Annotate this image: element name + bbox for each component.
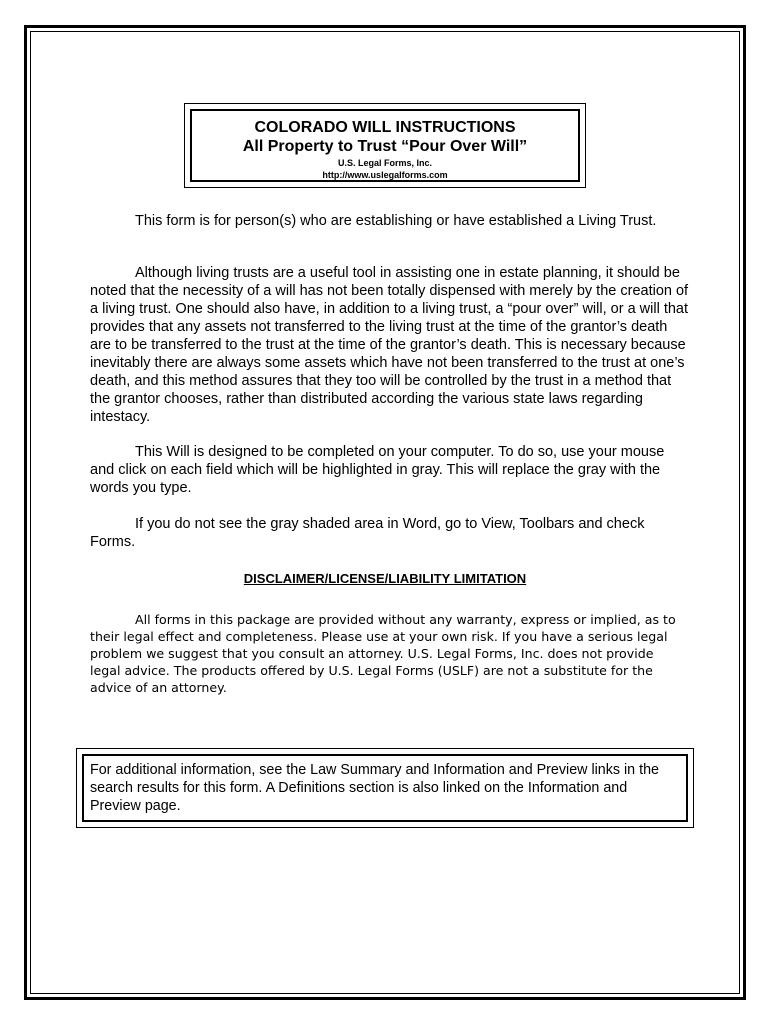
word-toolbar-paragraph	[90, 515, 690, 551]
paragraph-text: This Will is designed to be completed on your computer. To do so, use your mouse and click on each field which will be highlighted in gray. This will replace the gray with the words you type.	[90, 444, 665, 496]
paragraph-text: If you do not see the gray shaded area in Word, go to View, Toolbars and check Forms.	[90, 516, 645, 550]
paragraph-text: Although living trusts are a useful tool in assisting one in estate planning, it should be noted that the necessity of a will has not been totally dispensed with merely by the creation of a living trust. One should also have, in addition to a living trust, a “pour over” will, or a will that provides that any assets not transferred to the living trust at the time of the grantor’s death are to be transferred to the trust at the time of the grantor’s death. This is necessary because inevitably there are always some assets which have not been transferred to the trust at one’s death, and this method assures that they too will be controlled by the trust in a method that the grantor chooses, rather than distributed according the various state laws regarding intestacy.	[90, 265, 689, 425]
document-subtitle: All Property to Trust “Pour Over Will”	[242, 138, 528, 155]
title-box-inner	[190, 109, 580, 182]
disclaimer-paragraph	[90, 611, 680, 696]
title-box	[184, 103, 586, 188]
info-box-text: For additional information, see the Law Summary and Information and Preview links in the search results for this form. A Definitions section is also linked on the Information and Preview page.	[82, 754, 688, 822]
company-url: http://www.uslegalforms.com	[322, 170, 448, 180]
disclaimer-text: All forms in this package are provided without any warranty, express or implied, as to their legal effect and completeness. Please use at your own risk. If you have a serious legal problem we suggest that you consult an attorney. U.S. Legal Forms, Inc. does not provide legal advice. The products offered by U.S. Legal Forms (USLF) are not a substitute for the advice of an attorney.	[90, 612, 676, 695]
info-box	[76, 748, 694, 828]
intro-paragraph	[90, 212, 690, 230]
disclaimer-heading: DISCLAIMER/LICENSE/LIABILITY LIMITATION	[243, 571, 527, 586]
document-title: COLORADO WILL INSTRUCTIONS	[254, 119, 516, 136]
computer-completion-paragraph	[90, 443, 690, 497]
company-name: U.S. Legal Forms, Inc.	[337, 158, 433, 168]
paragraph-text: This form is for person(s) who are establishing or have established a Living Trust.	[135, 213, 657, 229]
living-trust-paragraph	[90, 264, 690, 426]
